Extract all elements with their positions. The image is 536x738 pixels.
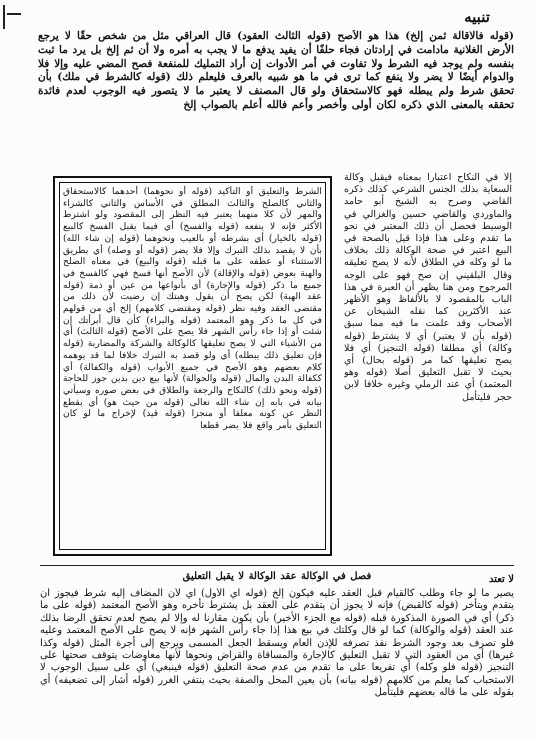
bottom-commentary-text: يصير ما لو جاء وطلب كالقيام قبل العقد عليه فيكون إلخ (قوله أي الأول) أي لأن المضاف إليه شرط فيجوز أن يتقدم ويتأخر (قوله كالقبض) فإنه لا يجوز أن يتقدم على العقد بل يشترط تأخره وهو الأصح المعتمد (قوله على ما ذكر) أي في الصورة المذكورة قبله (قوله مع الجزء الأخير) بأن يكون مقارنا له وإلا لم يصح لعدم تحقق الرضا بذلك عند العقد (قوله والوكالة) كما لو قال وكلتك في بيع هذا إذا جاء رأس الشهر فإنه لا يصح على الأصح المعتمد وعليه فلو تصرف بعد وجود الشرط نفذ تصرفه للإذن العام ويسقط الجعل المسمى ويرجع إلى أجرة المثل (قوله وكذا غيرها) أي من العقود التي لا تقبل التعليق كالإجارة والمساقاة والقراض ونحوها لأنها معاوضات يتوقف صحتها على التنجيز (قوله فلو وكله) أي تفريعا على ما تقدم من عدم صحة التعليق (قوله فينبغي) أي على سبيل الوجوب لا الاستحباب كما يعلم من كلامهم (قوله بيانه) بأن يعين المحل والصفة بحيث ينتفي الغرر (قوله أشار إلى تضعيفه) أي بقوله على ما قاله بعضهم فليتأمل bbox=[40, 588, 514, 699]
section-heading-line: فصل في الوكالة عقد الوكالة لا يقبل التعليق bbox=[182, 571, 372, 582]
page-number-mark bbox=[3, 5, 27, 29]
side-commentary-column: إلا في النكاح اعتبارا بمعناه فيقبل وكالة السعاية بذلك الجنس الشرعي كذلك ذكره القاضي وصرح به الشيخ أبو حامد والماوردي والقاضي حسين والغزالي في الوسيط فحصل أن ذلك المعتبر في نحو ما تقدم وعلى هذا فإذا قيل بالصحة في البيع اعتبر في صحة الوكالة ذلك بخلاف ما لو وكله في الطلاق لأنه لا يصح تعليقه وقال البلقيني إن صح فهو على الوجه المرجوح ومن هنا يظهر أن العبرة في هذا الباب بالمقصود لا بالألفاظ وهو الأظهر عند الأكثرين كما نقله الشيخان عن الأصحاب وقد علمت ما فيه مما سبق (قوله بأن لا يعتبر) أي لا يشترط (قوله وكالة) أي مطلقا (قوله التنجيز) أي فلا يصح تعليقها كما مر (قوله بحال) أي بحيث لا تقبل التعليق أصلا (قوله وهو المعتمد) أي عند الرملي وغيره خلافا لابن حجر فليتأمل bbox=[344, 172, 512, 403]
horizontal-divider bbox=[40, 565, 514, 566]
boxed-main-text: الشرط والتعليق أو التأكيد (قوله أو نحوهما) أحدهما كالاستحقاق والثاني كالصلح والثالث المطلق في الأساس والثاني كالشراء والمهر لأن كلا منهما يعتبر فيه النظر إلى المقصود ولو اشترط الأكثر فإنه لا ينفعه (قوله والفسخ) أي فيما يقبل الفسخ كالبيع (قوله بالخيار) أي بشرطه أو بالعيب ونحوهما (قوله إن شاء الله) بأن لا يقصد بذلك التبرك وإلا فلا يضر (قوله أو وصله) أي بطريق الاستثناء أو عطفه على ما قبله (قوله والبيع) في معناه الصلح والهبة بعوض (قوله والإقالة) لأن الأصح أنها فسخ فهي كالفسخ في جميع ما ذكر (قوله والإجارة) أي بأنواعها من عين أو ذمة (قوله عقد الهبة) لكن يصح أن يقول وهبتك إن رضيت لأن ذلك من مقتضى العقد وفيه نظر (قوله ومقتضى كلامهم) إلخ أي من قولهم في كل ما ذكر وهو المعتمد (قوله والبراء) كأن قال أبرأتك إن شئت أو إذا جاء رأس الشهر فلا يصح على الأصح (قوله الثالث) أي من الأشياء التي لا يصح تعليقها كالوكالة والشركة والمضاربة (قوله فإن تعليق ذلك يبطله) أي ولو قصد به التبرك خلافا لما قد يوهمه كلام بعضهم وهو الأصح في جميع الأبواب (قوله والكفالة) أي ككفالة البدن والمال (قوله والحوالة) لأنها بيع دين بدين جوز للحاجة (قوله ونحو ذلك) كالنكاح والرجعة والطلاق في بعض صوره وسيأتي بيانه في بابه إن شاء الله تعالى (قوله من حيث هو) أي بقطع النظر عن كونه معلقا أو منجزا (قوله قيد) لإخراج ما لو كان التعليق بأمر واقع فلا يضر قطعا bbox=[63, 186, 322, 432]
page-header-title: تنبيه bbox=[464, 8, 490, 26]
footnote-label: لا تعتد bbox=[488, 574, 514, 585]
top-commentary-text: (قوله فالاقالة ثمن إلخ) هذا هو الأصح (قوله الثالث العقود) قال العراقي مثل من شخص حقًا لا يرجع الأرض الغلانية مادامت في إرادتان فجاء حلفًا أن يفيد يدفع ما لا يجب به أمره ولا أن ثم إلخ بل يرد ما ثبت بنفسه ولم يوجد فيه الشرط ولا تفاوت في أمر الأدوات إن أراد التمليك للمنفعة فصح المضي عليه وإلا فلا والدوام أيضًا لا يضر ولا ينفع كما ترى في ما هو شبيه بالعرف فليعلم ذلك (قوله كالشرط في ملك) بأن تحقق شرط ولم يبطله فهو كالاستحقاق ولو قال المصنف لا يعتبر ما لا يتصور فيه الوجوب لعدم فائدة تحققه بالمعنى الذي ذكره لكان أولى وأخصر وأعم فالله أعلم بالصواب إلخ bbox=[38, 30, 514, 111]
